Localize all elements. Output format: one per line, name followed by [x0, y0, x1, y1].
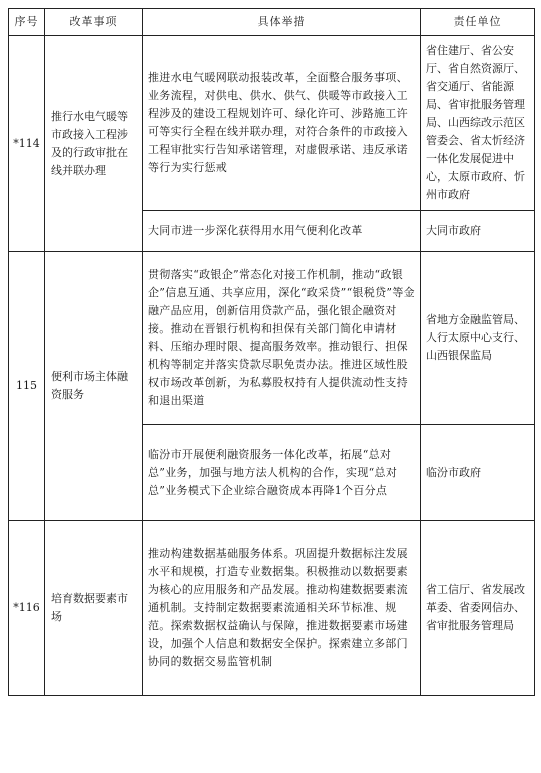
- measure-text: 推进水电气暖网联动报装改革，全面整合服务事项、业务流程，对供电、供水、供气、供暖等市政接入工程涉及的建设工程规划许可、绿化许可、涉路施工许可等实行全程在线并联办理，对符合条件的市政接入工程审批实行告知承诺管理，对虚假承诺、违反承诺等行为实行惩戒: [143, 36, 421, 211]
- responsible-unit: 省工信厅、省发展改革委、省委网信办、省审批服务管理局: [421, 521, 535, 696]
- responsible-unit: 省住建厅、省公安厅、省自然资源厅、省交通厅、省能源局、省审批服务管理局、山西综改示范区管委会、省太忻经济一体化发展促进中心，太原市政府、忻州市政府: [421, 36, 535, 211]
- measure-text: 贯彻落实“政银企”常态化对接工作机制，推动“政银企”信息互通、共享应用，深化“政采贷”“银税贷”等金融产品应用，创新信用贷款产品，强化银企融资对接。推动在晋银行机构和担保有关部门简化申请材料、压缩办理时限、提高服务效率。推动银行、担保机构等制定并落实贷款尽职免责办法。推进区域性股权市场改革创新，为私募股权持有人提供流动性支持和退出渠道: [143, 252, 421, 425]
- table-row: [9, 252, 535, 425]
- header-no: 序号: [9, 9, 45, 36]
- table-header-row: [9, 9, 535, 36]
- responsible-unit: 省地方金融监管局、人行太原中心支行、山西银保监局: [421, 252, 535, 425]
- responsible-unit: 临汾市政府: [421, 425, 535, 521]
- reform-item: 推行水电气暖等市政接入工程涉及的行政审批在线并联办理: [45, 36, 143, 252]
- measure-text: 大同市进一步深化获得用水用气便利化改革: [143, 211, 421, 252]
- row-number: *114: [9, 36, 45, 252]
- reform-item: 培育数据要素市场: [45, 521, 143, 696]
- measure-text: 推动构建数据基础服务体系。巩固提升数据标注发展水平和规模，打造专业数据集。积极推动以数据要素为核心的应用服务和产品发展。推动构建数据要素流通机制。支持制定数据要素流通相关环节标准、规范。探索数据权益确认与保障，推进数据要素市场建设，加强个人信息和数据安全保护。探索建立多部门协同的数据交易监管机制: [143, 521, 421, 696]
- row-number: 115: [9, 252, 45, 521]
- reform-item: 便利市场主体融资服务: [45, 252, 143, 521]
- header-measure: 具体举措: [143, 9, 421, 36]
- row-number: *116: [9, 521, 45, 696]
- header-unit: 责任单位: [421, 9, 535, 36]
- table-row: [9, 36, 535, 211]
- responsible-unit: 大同市政府: [421, 211, 535, 252]
- header-item: 改革事项: [45, 9, 143, 36]
- reform-measures-table: [8, 8, 535, 696]
- table-row: [9, 521, 535, 696]
- measure-text: 临汾市开展便利融资服务一体化改革，拓展“总对总”业务，加强与地方法人机构的合作，实现“总对总”业务模式下企业综合融资成本再降1个百分点: [143, 425, 421, 521]
